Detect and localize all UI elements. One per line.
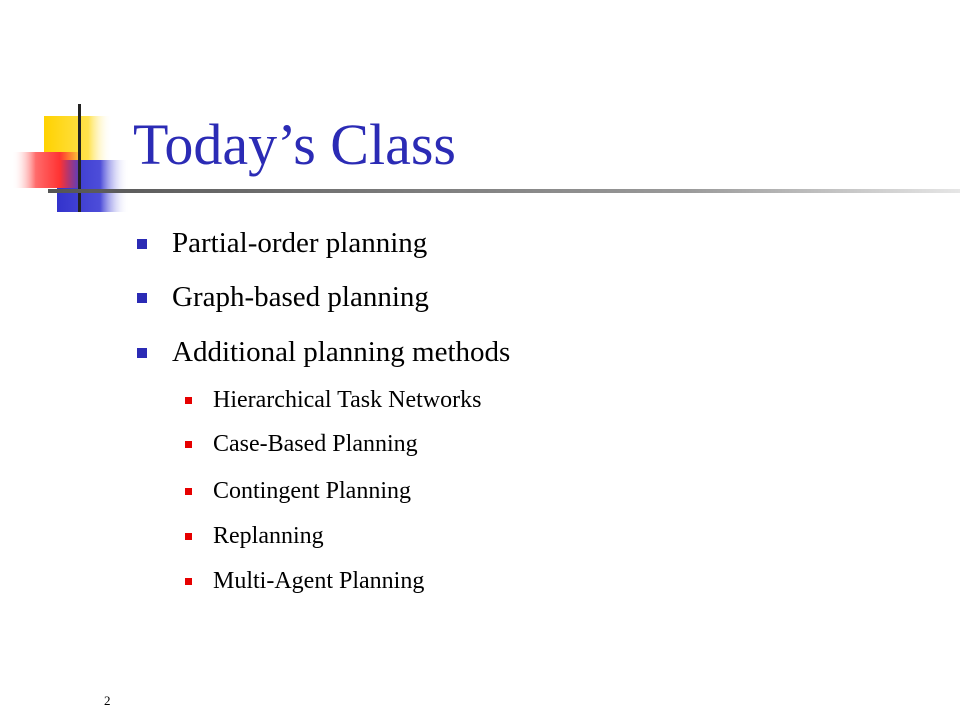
sub-bullet-item [213, 388, 481, 412]
slide-title: Today’s Class [133, 112, 456, 177]
sub-bullet-item [213, 432, 418, 456]
sub-bullet-text: Hierarchical Task Networks [213, 387, 482, 413]
bullet-text: Graph-based planning [172, 281, 429, 313]
sub-bullet-text: Contingent Planning [213, 478, 411, 504]
square-bullet-icon [185, 578, 192, 585]
square-bullet-icon [185, 441, 192, 448]
square-bullet-icon [185, 533, 192, 540]
bullet-item [172, 338, 510, 367]
square-bullet-icon [185, 397, 192, 404]
sub-bullet-item [213, 569, 424, 593]
page-number: 2 [104, 693, 111, 708]
square-bullet-icon [137, 239, 147, 249]
sub-bullet-text: Multi-Agent Planning [213, 568, 425, 594]
sub-bullet-item [213, 524, 324, 548]
bullet-text: Additional planning methods [172, 336, 511, 368]
square-bullet-icon [185, 488, 192, 495]
bullet-text: Partial-order planning [172, 227, 428, 259]
bullet-item [172, 283, 429, 312]
square-bullet-icon [137, 348, 147, 358]
sub-bullet-item [213, 479, 411, 503]
sub-bullet-text: Replanning [213, 523, 324, 549]
square-bullet-icon [137, 293, 147, 303]
sub-bullet-text: Case-Based Planning [213, 431, 418, 457]
bullet-item [172, 229, 427, 258]
